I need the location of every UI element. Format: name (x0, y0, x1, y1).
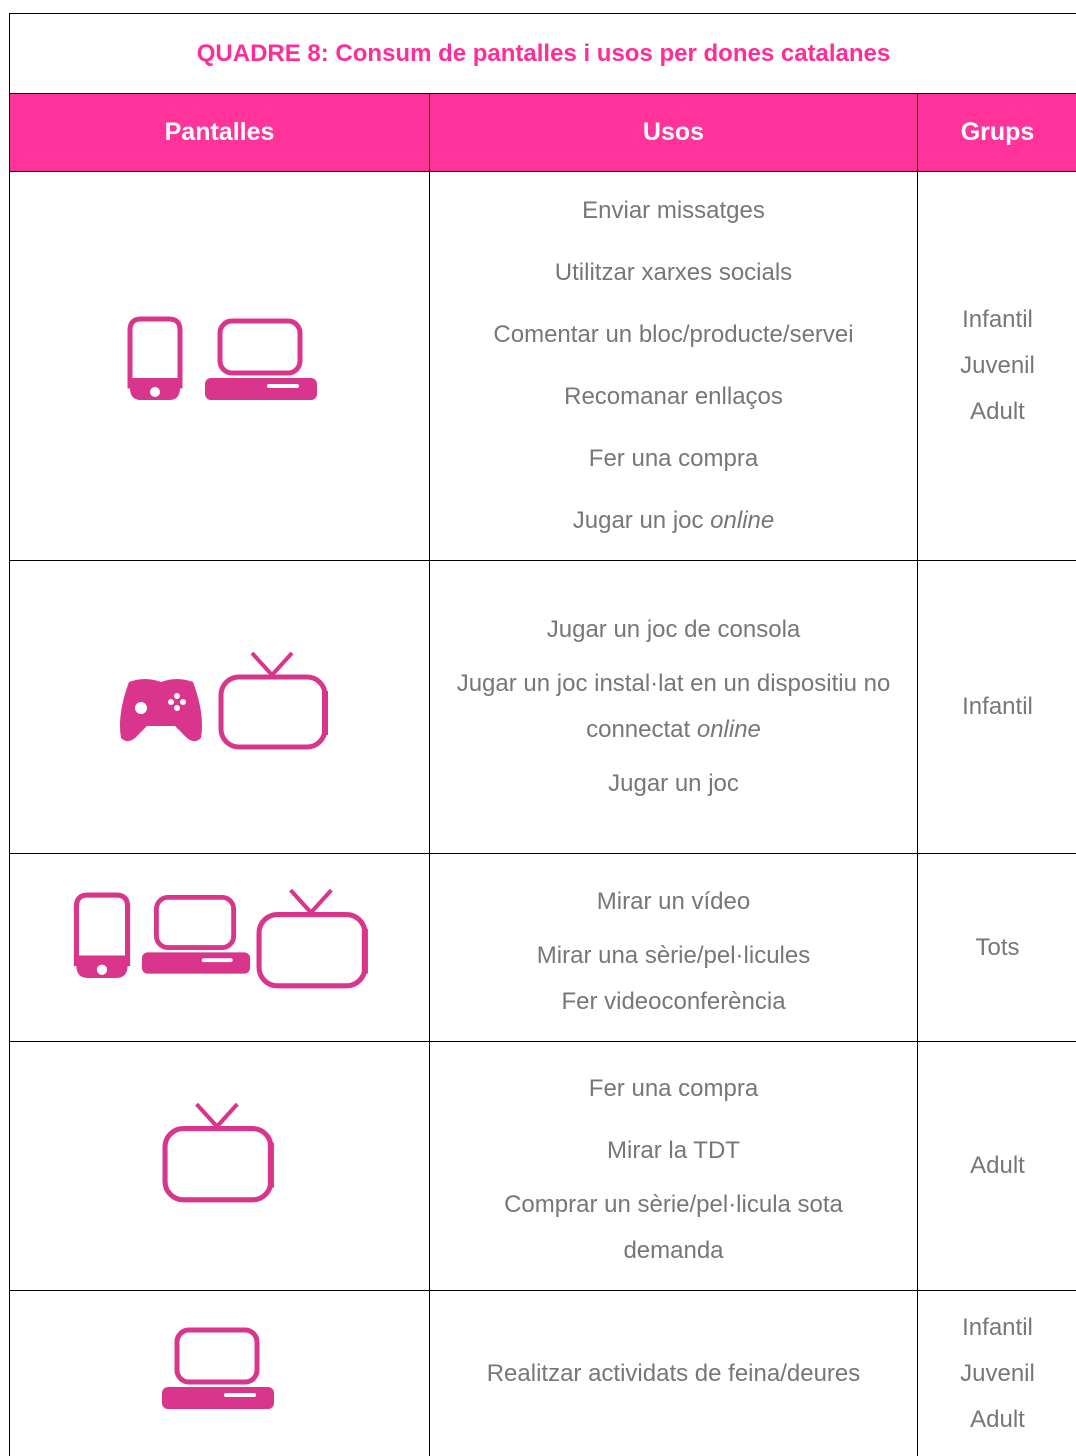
use-item: Jugar un joc online (572, 507, 775, 534)
use-item: Mirar un vídeo (596, 887, 751, 915)
use-item: Fer una compra (588, 1075, 759, 1102)
group-item: Infantil (962, 306, 1033, 333)
laptop-icon (160, 1327, 276, 1413)
tv-icon (218, 651, 332, 751)
phone-icon (127, 316, 183, 402)
laptop-icon (203, 318, 319, 404)
table-rule (9, 560, 1076, 561)
group-item: Adult (970, 1152, 1025, 1179)
group-item: Juvenil (960, 352, 1035, 379)
uses-cell-row-2 (430, 561, 917, 853)
use-item: Enviar missatges (582, 197, 765, 224)
phone-icon (73, 892, 131, 980)
group-item: Infantil (962, 693, 1033, 720)
uses-cell-row-1 (430, 172, 917, 560)
table-rule (9, 93, 1076, 94)
table-border-left (9, 13, 10, 1456)
header-screens: Pantalles (10, 94, 429, 171)
groups-cell-row-3 (918, 854, 1076, 1041)
groups-cell-row-1 (918, 172, 1076, 560)
column-divider (429, 93, 430, 1456)
table-rule (9, 853, 1076, 854)
uses-cell-row-3 (430, 854, 917, 1041)
uses-cell-row-4 (430, 1042, 917, 1290)
group-item: Adult (970, 1405, 1025, 1433)
use-item: Jugar un joc de consola (546, 616, 801, 643)
uses-cell-row-5 (430, 1291, 917, 1456)
table-rule (9, 1290, 1076, 1291)
use-item: Comentar un bloc/producte/servei (493, 321, 854, 348)
table-rule (9, 171, 1076, 172)
group-item: Juvenil (960, 1359, 1035, 1387)
group-item: Adult (970, 398, 1025, 425)
header-groups: Grups (918, 94, 1076, 171)
use-item: Jugar un joc (608, 770, 739, 797)
groups-cell-row-5 (918, 1291, 1076, 1456)
groups-cell-row-4 (918, 1042, 1076, 1290)
use-item: Utilitzar xarxes socials (554, 259, 793, 286)
column-divider (917, 93, 918, 1456)
header-uses: Usos (430, 94, 917, 171)
use-item: Comprar un sèrie/pel·licula sota demanda (504, 1191, 843, 1264)
group-item: Infantil (962, 1313, 1033, 1341)
table-title: QUADRE 8: Consum de pantalles i usos per dones catalanes (196, 40, 891, 67)
use-item: Fer videoconferència (561, 987, 786, 1015)
use-item: Mirar una sèrie/pel·licules (536, 941, 811, 969)
table-border-top (9, 13, 1076, 14)
use-item: Jugar un joc instal·lat en un dispositiu no connectat online (456, 670, 891, 743)
tv-icon (256, 888, 372, 990)
gamepad-icon (115, 674, 207, 746)
use-item: Recomanar enllaços (564, 383, 783, 410)
use-item: Fer una compra (588, 445, 759, 472)
groups-cell-row-2 (918, 561, 1076, 853)
use-item: Realitzar actividats de feina/deures (486, 1359, 861, 1387)
group-item: Tots (975, 933, 1020, 961)
table-rule (9, 1041, 1076, 1042)
laptop-icon (140, 893, 252, 979)
tv-icon (162, 1102, 278, 1204)
use-item: Mirar la TDT (607, 1137, 740, 1164)
